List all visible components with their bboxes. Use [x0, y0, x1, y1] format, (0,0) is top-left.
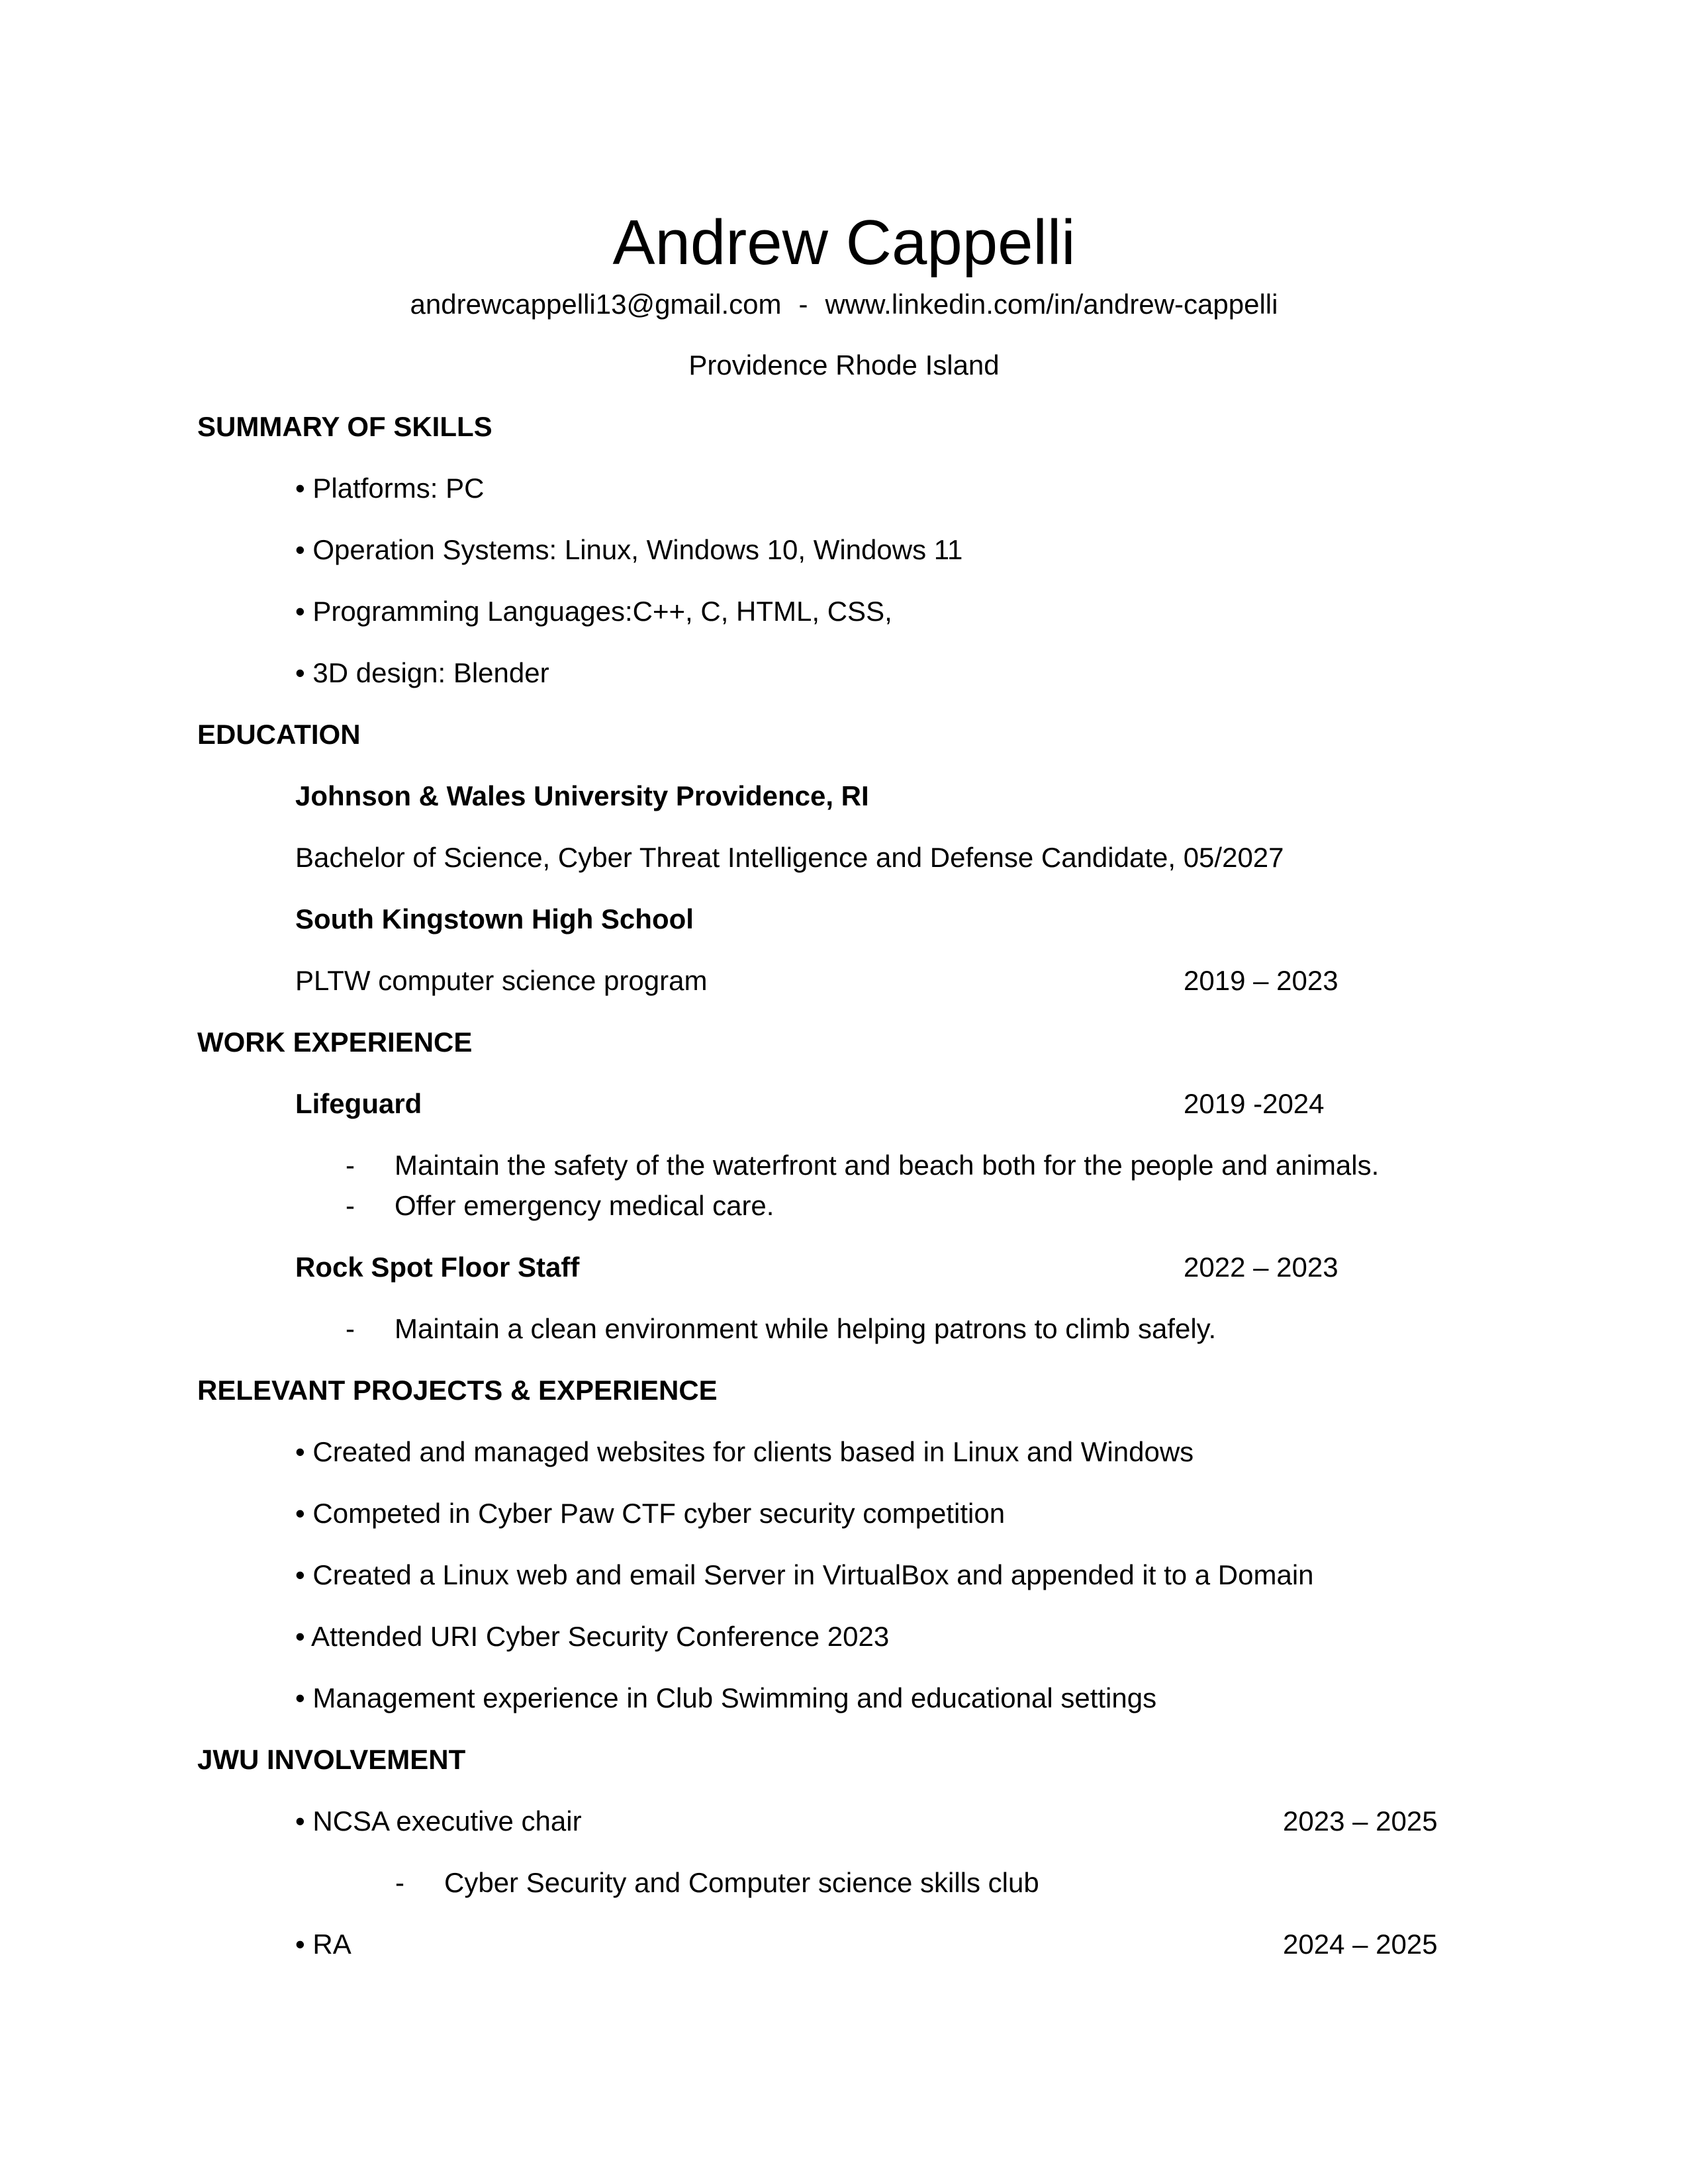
project-item: • Created a Linux web and email Server in VirtualBox and appended it to a Domain	[295, 1559, 1314, 1590]
skill-item: • Operation Systems: Linux, Windows 10, Windows 11	[295, 534, 963, 565]
project-item: • Competed in Cyber Paw CTF cyber security competition	[295, 1498, 1006, 1529]
project-item: • Management experience in Club Swimming and educational settings	[295, 1682, 1157, 1713]
skill-item: • 3D design: Blender	[295, 657, 549, 688]
school-name: Johnson & Wales University Providence, RI	[295, 780, 869, 811]
skill-item: • Programming Languages:C++, C, HTML, CSS,	[295, 596, 892, 627]
school-detail: Bachelor of Science, Cyber Threat Intelligence and Defense Candidate, 05/2027	[295, 842, 1284, 873]
section-heading-skills: SUMMARY OF SKILLS	[197, 411, 492, 442]
job-bullet: Maintain the safety of the waterfront and beach both for the people and animals.	[395, 1150, 1380, 1181]
section-heading-involvement: JWU INVOLVEMENT	[197, 1744, 466, 1775]
job-bullet: Offer emergency medical care.	[395, 1190, 774, 1221]
section-heading-work: WORK EXPERIENCE	[197, 1026, 473, 1058]
location: Providence Rhode Island	[688, 349, 1000, 381]
project-item: • Attended URI Cyber Security Conference 2023	[295, 1621, 890, 1652]
job-dates: 2022 – 2023	[1184, 1251, 1338, 1283]
involvement-sub-item: Cyber Security and Computer science skills club	[444, 1867, 1039, 1898]
contact-separator: -	[798, 289, 808, 320]
school-detail: PLTW computer science program	[295, 965, 708, 996]
project-item: • Created and managed websites for clients based in Linux and Windows	[295, 1436, 1194, 1467]
involvement-item: • RA	[295, 1929, 352, 1960]
job-title: Lifeguard	[295, 1088, 422, 1119]
involvement-dates: 2024 – 2025	[1283, 1929, 1438, 1960]
contact-row	[0, 288, 1688, 321]
linkedin-link[interactable]: www.linkedin.com/in/andrew-cappelli	[825, 289, 1278, 320]
school-name: South Kingstown High School	[295, 903, 694, 934]
section-heading-projects: RELEVANT PROJECTS & EXPERIENCE	[197, 1375, 718, 1406]
job-bullet-marker: -	[346, 1190, 355, 1221]
school-dates: 2019 – 2023	[1184, 965, 1338, 996]
job-bullet-marker: -	[346, 1313, 355, 1344]
job-bullet: Maintain a clean environment while helping patrons to climb safely.	[395, 1313, 1217, 1344]
job-title: Rock Spot Floor Staff	[295, 1251, 580, 1283]
skill-item: • Platforms: PC	[295, 473, 485, 504]
section-heading-education: EDUCATION	[197, 719, 361, 750]
involvement-item: • NCSA executive chair	[295, 1805, 582, 1837]
job-dates: 2019 -2024	[1184, 1088, 1325, 1119]
candidate-name: Andrew Cappelli	[612, 207, 1076, 278]
job-bullet-marker: -	[346, 1150, 355, 1181]
involvement-dates: 2023 – 2025	[1283, 1805, 1438, 1837]
email-link[interactable]: andrewcappelli13@gmail.com	[410, 289, 782, 320]
involvement-sub-marker: -	[395, 1867, 404, 1898]
